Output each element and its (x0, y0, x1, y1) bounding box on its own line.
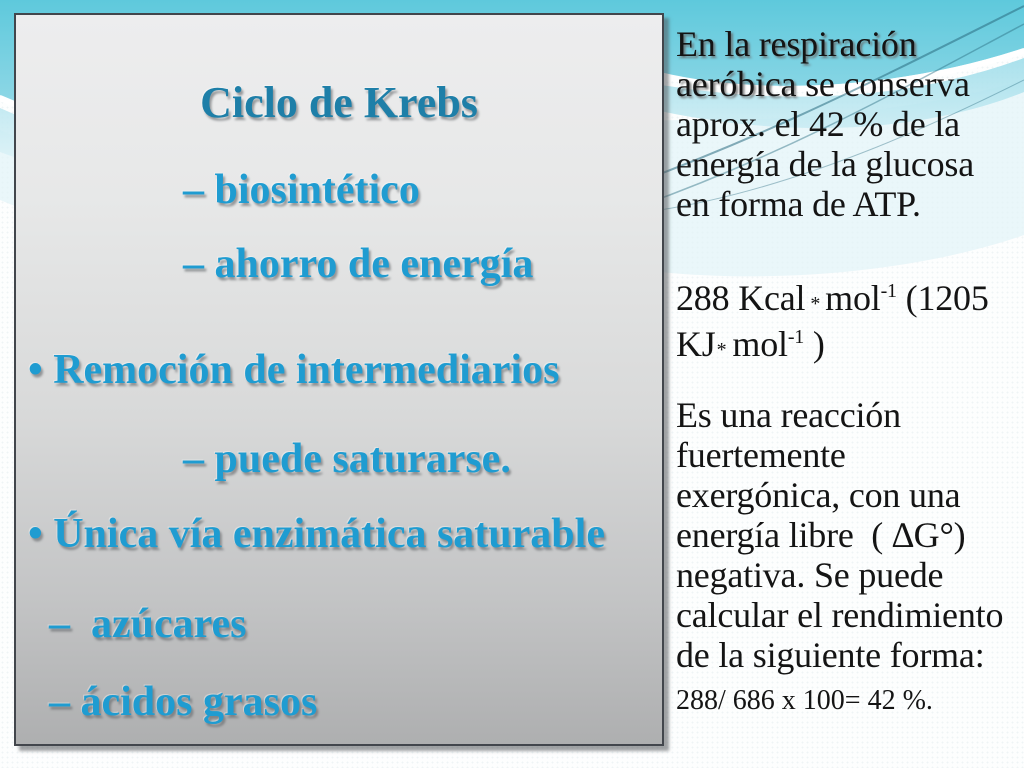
text-line: Es una reacción (676, 395, 901, 435)
panel-item-remocion: • Remoción de intermediarios (28, 347, 560, 393)
panel-item-biosintetico: – biosintético (183, 167, 420, 213)
panel-item-via-enzimatica: • Única vía enzimática saturable (28, 511, 605, 557)
text-line: de la siguiente forma: (676, 635, 985, 675)
asterisk: * (810, 293, 821, 315)
text-line: energía libre ( ∆G°) (676, 515, 966, 555)
panel-item-saturarse: – puede saturarse. (183, 436, 511, 482)
paragraph-respiracion (676, 24, 1024, 224)
text-line: aprox. el 42 % de la (676, 104, 960, 144)
text-line: negativa. Se puede (676, 555, 944, 595)
superscript: -1 (787, 326, 805, 348)
text-line: exergónica, con una (676, 475, 961, 515)
text-line: en forma de ATP. (676, 184, 921, 224)
paragraph-exergonica (676, 395, 1024, 675)
panel-title: Ciclo de Krebs (200, 78, 478, 127)
paragraph-kcal (676, 278, 1024, 370)
superscript: -1 (880, 280, 897, 302)
asterisk: * (716, 339, 727, 361)
notes-column (676, 0, 1024, 719)
text-line: aeróbica se conserva (676, 64, 970, 104)
panel-item-ahorro: – ahorro de energía (183, 241, 534, 287)
panel-item-acidos-grasos: – ácidos grasos (49, 679, 318, 725)
text-line: 288 Kcal * mol$^{-1}$ (1205 (676, 278, 989, 318)
text-line: energía de la glucosa (676, 144, 975, 184)
text-line: En la respiración (676, 24, 917, 64)
panel-item-azucares: – azúcares (49, 601, 247, 647)
text-line: KJ* mol$^{-1}$ ) (676, 324, 825, 364)
text-line: calcular el rendimiento (676, 595, 1004, 635)
krebs-panel (14, 13, 664, 746)
formula-line: 288/ 686 x 100= 42 %. (676, 685, 933, 716)
text-line: fuertemente (676, 435, 846, 475)
